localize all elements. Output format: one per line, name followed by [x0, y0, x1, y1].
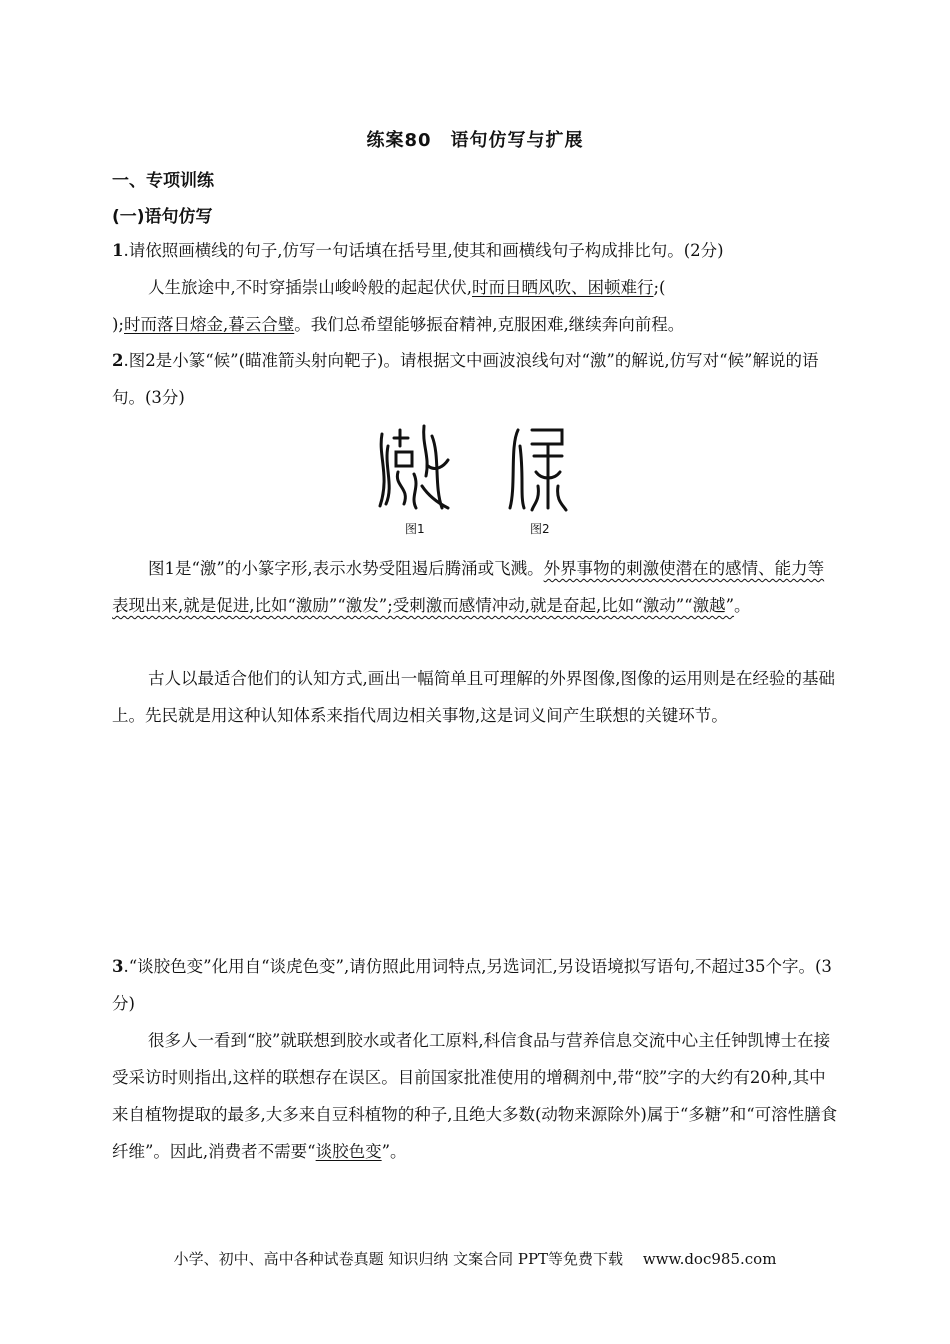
- question-2-stem: [112, 342, 840, 416]
- passage-text: ”。: [381, 1142, 407, 1161]
- wavy-underlined-sentence: 外界事物的刺激使潜在的感情、能力等表现出来,就是促进,比如“激励”“激发”;受刺激而感情冲动,就是奋起,比如“激动”“激越”: [112, 559, 825, 615]
- page-footer: 小学、初中、高中各种试卷真题 知识归纳 文案合同 PPT等免费下载 www.doc985.com: [173, 1250, 777, 1268]
- figure-1-caption: 图1: [405, 522, 425, 536]
- passage-text: );: [112, 315, 124, 334]
- question-number: 3: [112, 957, 124, 976]
- question-1-stem: [112, 232, 840, 269]
- question-text: .请依照画横线的句子,仿写一句话填在括号里,使其和画横线句子构成排比句。(2分): [123, 241, 724, 260]
- answer-area[interactable]: [112, 780, 840, 930]
- section-heading: 一、专项训练: [112, 171, 214, 191]
- question-text: .图2是小篆“候”(瞄准箭头射向靶子)。请根据文中画波浪线句对“激”的解说,仿写对“候”解说的语句。(3分): [112, 351, 819, 407]
- passage-text: 很多人一看到“胶”就联想到胶水或者化工原料,科信食品与营养信息交流中心主任钟凯博士在接受采访时则指出,这样的联想存在误区。目前国家批准使用的增稠剂中,带“胶”字的大约有20种,其中来自植物提取的最多,大多来自豆科植物的种子,且绝大多数(动物来源除外)属于“多糖”和“可溶性膳食纤维”。因此,消费者不需要“: [112, 1031, 838, 1161]
- passage-text: 图1是“激”的小篆字形,表示水势受阻遏后腾涌或飞溅。: [148, 559, 544, 578]
- passage-text: 人生旅途中,不时穿插崇山峻岭般的起起伏伏,: [148, 278, 472, 297]
- question-number: 2: [112, 351, 124, 370]
- seal-character-ji-icon: [380, 426, 448, 508]
- underlined-sentence: 时而日晒风吹、困顿难行: [472, 278, 654, 297]
- question-3-passage: [112, 1022, 840, 1170]
- subsection-heading: (一)语句仿写: [112, 207, 213, 227]
- question-2-passage-2: 古人以最适合他们的认知方式,画出一幅简单且可理解的外界图像,图像的运用则是在经验的基础上。先民就是用这种认知体系来指代周边相关事物,这是词义间产生联想的关键环节。: [112, 669, 835, 725]
- question-2-passage-1: [112, 550, 840, 624]
- figure-2-caption: 图2: [530, 522, 550, 536]
- passage-text: ;(: [653, 278, 666, 297]
- underlined-phrase: 谈胶色变: [315, 1142, 382, 1161]
- passage-text: 。我们总希望能够振奋精神,克服困难,继续奔向前程。: [294, 315, 685, 334]
- question-number: 1: [112, 241, 124, 260]
- seal-character-hou-icon: [510, 430, 566, 510]
- question-3-stem: [112, 948, 840, 1022]
- underlined-sentence: 时而落日熔金,暮云合璧: [124, 315, 295, 334]
- question-1-passage: [112, 269, 840, 343]
- page-title: 练案80 语句仿写与扩展: [366, 130, 584, 151]
- question-text: .“谈胶色变”化用自“谈虎色变”,请仿照此用词特点,另选词汇,另设语境拟写语句,不超过35个字。(3分): [112, 957, 832, 1013]
- question-1: [112, 232, 840, 343]
- passage-text: 。: [734, 596, 751, 615]
